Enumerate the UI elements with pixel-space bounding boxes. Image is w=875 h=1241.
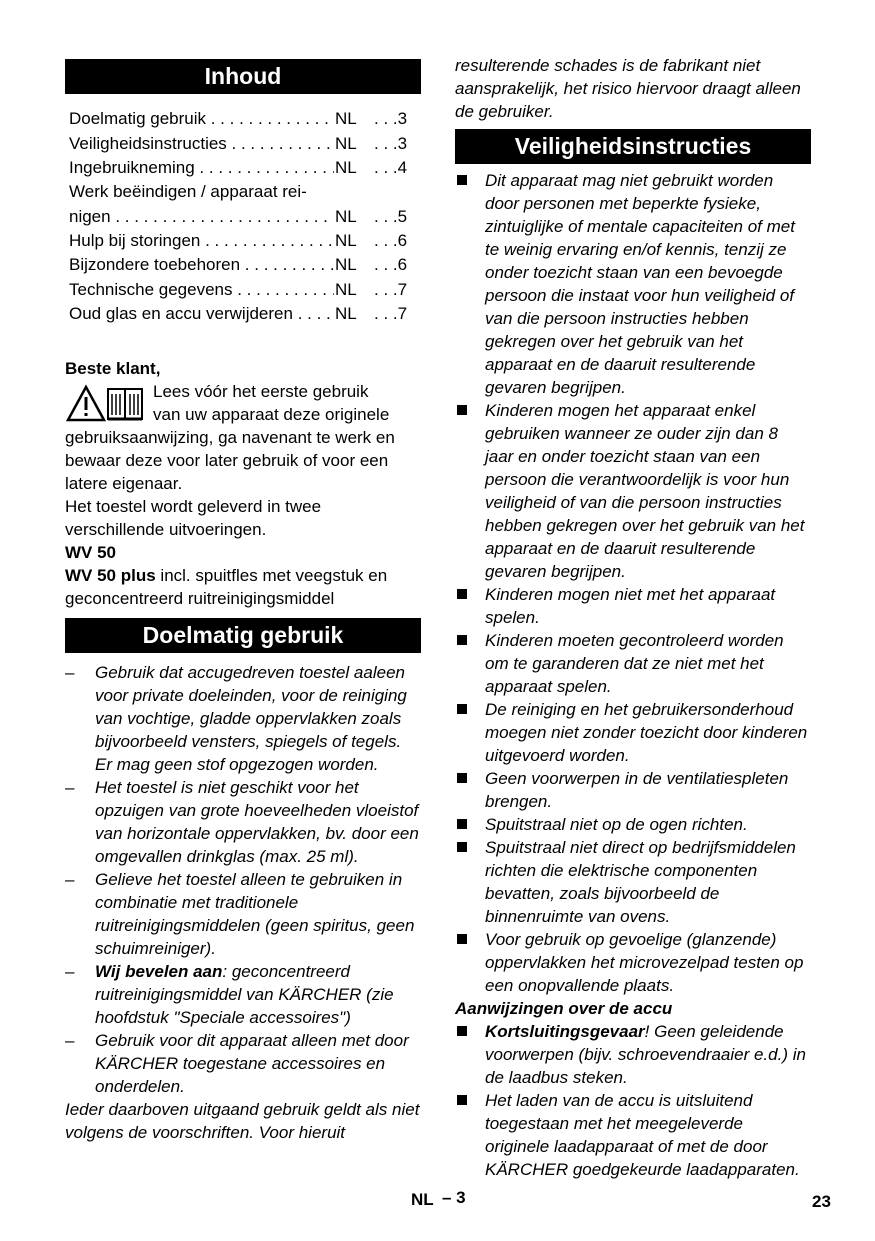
list-item: – Het toestel is niet geschikt voor het opzuigen van grote hoeveelheden vloeistof van horizontale oppervlakken, bv. door een omgevallen drinkglas (max. 25 ml). xyxy=(65,777,419,866)
warning-manual-icon xyxy=(65,384,145,424)
usage-closing-continued: resulterende schades is de fabrikant niet aansprakelijk, het risico hiervoor draagt alleen de gebruiker. xyxy=(455,56,801,121)
table-of-contents xyxy=(65,107,421,327)
list-item: – Wij bevelen aan: geconcentreerd ruitreinigingsmiddel van KÄRCHER (zie hoofdstuk "Speciale accessoires") xyxy=(65,961,394,1027)
list-item: – Gebruik dat accugedreven toestel aaleen voor private doeleinden, voor de reiniging van vochtige, gladde oppervlakken zoals bijvoorbeeld vensters, spiegels of tegels. Er mag geen stof opgezogen worden. xyxy=(65,662,407,774)
list-item: Spuitstraal niet direct op bedrijfsmiddelen richten die elektrische componenten bevatten, zoals bijvoorbeeld de binnenruimte van ovens. xyxy=(455,836,811,928)
toc-entry[interactable]: Oud glas en accu verwijderen . . . NL . . .7 xyxy=(69,302,421,327)
list-item: Kinderen moeten gecontroleerd worden om te garanderen dat ze niet met het apparaat spelen. xyxy=(455,629,811,698)
toc-entry[interactable]: Bijzondere toebehoren . . . NL . . .6 xyxy=(69,253,421,278)
toc-entry[interactable]: Veiligheidsinstructies . . . NL . . .3 xyxy=(69,132,421,157)
list-item: Geen voorwerpen in de ventilatiespleten brengen. xyxy=(455,767,811,813)
toc-heading: Inhoud xyxy=(65,59,421,94)
safety-heading: Veiligheidsinstructies xyxy=(455,129,811,164)
usage-list xyxy=(65,661,421,1098)
list-item: – Gebruik voor dit apparaat alleen met door KÄRCHER toegestane accessoires en onderdelen. xyxy=(65,1030,409,1096)
list-item: Kortsluitingsgevaar! Geen geleidende voorwerpen (bijv. schroevendraaier e.d.) in de laadbus steken. xyxy=(455,1020,811,1089)
usage-closing: Ieder daarboven uitgaand gebruik geldt als niet volgens de voorschriften. Voor hieruit xyxy=(65,1099,420,1142)
toc-entry[interactable]: Doelmatig gebruik . . . NL . . .3 xyxy=(69,107,421,132)
right-column xyxy=(455,0,811,1181)
footer-local-page: – 3 xyxy=(442,1188,466,1207)
greeting: Beste klant, xyxy=(65,358,161,378)
list-item: De reiniging en het gebruikersonderhoud moegen niet zonder toezicht door kinderen uitgevoerd worden. xyxy=(455,698,811,767)
footer-page-number: 23 xyxy=(812,1192,831,1211)
versions-text: Het toestel wordt geleverd in twee verschillende uitvoeringen. xyxy=(65,496,322,539)
model-wv50: WV 50 xyxy=(65,542,117,562)
toc-entry[interactable]: Technische gegevens . . . NL . . .7 xyxy=(69,278,421,303)
list-item: – Gelieve het toestel alleen te gebruiken in combinatie met traditionele ruitreinigingsmiddelen (geen spiritus, geen schuimreiniger). xyxy=(65,869,415,958)
left-column xyxy=(65,0,421,1144)
model-wv50-plus: WV 50 plus incl. spuitfles met veegstuk en geconcentreerd ruitreinigingsmiddel xyxy=(65,565,388,608)
list-item: Voor gebruik op gevoelige (glanzende) oppervlakken het microvezelpad testen op een onopvallende plaats. xyxy=(455,928,811,997)
usage-heading: Doelmatig gebruik xyxy=(65,618,421,653)
safety-list xyxy=(455,169,811,997)
toc-entry[interactable]: Werk beëindigen / apparaat rei- nigen . . . NL . . .5 xyxy=(69,181,421,229)
list-item: Kinderen mogen niet met het apparaat spelen. xyxy=(455,583,811,629)
toc-entry[interactable]: Ingebruikneming . . . NL . . .4 xyxy=(69,156,421,181)
read-instructions: Lees vóór het eerste gebruik van uw apparaat deze originele gebruiksaanwijzing, ga navenant te werk en bewaar deze voor later gebruik of voor een latere eigenaar. xyxy=(65,381,395,493)
list-item: Kinderen mogen het apparaat enkel gebruiken wanneer ze ouder zijn dan 8 jaar en onder toezicht staan van een persoon die verantwoordelijk is voor hun veiligheid of van die persoon instructies hebben gekregen over het gebruik van het apparaat en de daaruit resulterende gevaren begrijpen. xyxy=(455,399,811,583)
list-item: Het laden van de accu is uitsluitend toegestaan met het meegeleverde originele laadapparaat of met de door KÄRCHER goedgekeurde laadapparaten. xyxy=(455,1089,811,1181)
list-item: Dit apparaat mag niet gebruikt worden door personen met beperkte fysieke, zintuiglijke of mentale capaciteiten of met te weinig ervaring en/of kennis, tenzij ze onder toezicht staan van een bevoegde persoon die instaat voor hun veiligheid of van die persoon instructies hebben gekregen over het gebruik van het apparaat en de daaruit resulterende gevaren begrijpen. xyxy=(455,169,811,399)
accu-list xyxy=(455,1020,811,1181)
footer-language: NL xyxy=(411,1190,434,1209)
accu-heading: Aanwijzingen over de accu xyxy=(455,999,673,1018)
list-item: Spuitstraal niet op de ogen richten. xyxy=(455,813,811,836)
toc-entry[interactable]: Hulp bij storingen . . . NL . . .6 xyxy=(69,229,421,254)
